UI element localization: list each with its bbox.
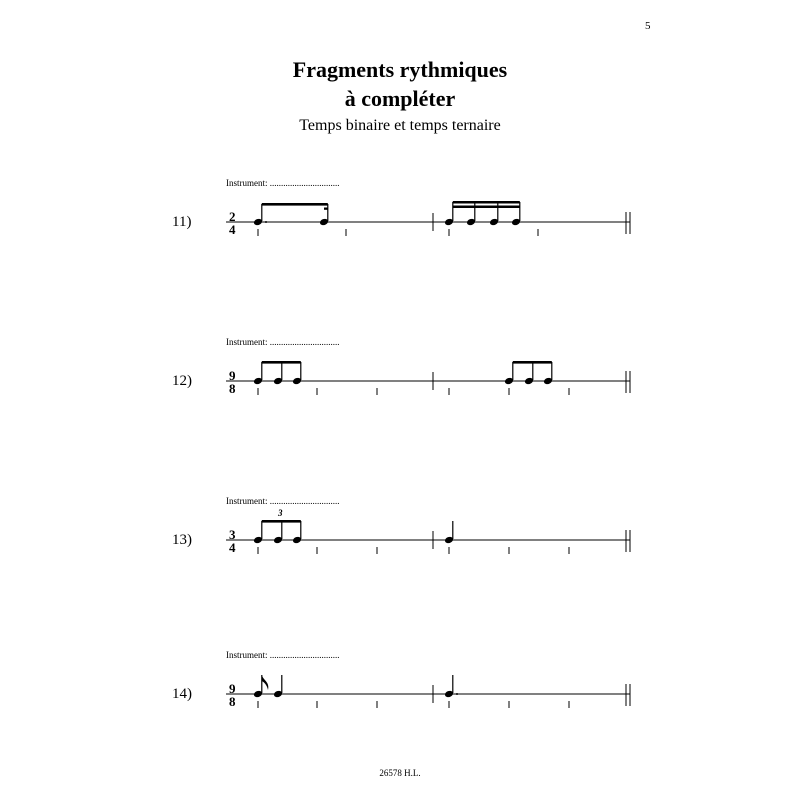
augmentation-dot (265, 221, 267, 223)
time-signature-bottom: 4 (229, 222, 236, 237)
page-title-line-1: Fragments rythmiques (292, 57, 508, 82)
tuplet-number: 3 (278, 508, 283, 518)
note-flag (262, 675, 269, 690)
instrument-label: Instrument: ............................... (226, 337, 340, 347)
exercise-number: 11) (172, 214, 192, 230)
time-signature-bottom: 4 (229, 540, 236, 555)
time-signature-top: 9 (229, 368, 236, 383)
time-signature-bottom: 8 (229, 694, 236, 709)
time-signature-bottom: 8 (229, 381, 236, 396)
beam (262, 361, 301, 364)
rhythm-staff (0, 496, 800, 616)
beam (453, 201, 520, 204)
rhythm-staff (0, 337, 800, 457)
rhythm-staff (0, 650, 800, 770)
footer-code: 26578 H.L. (379, 768, 421, 778)
exercise-14 (0, 650, 800, 770)
page-number: 5 (645, 20, 651, 32)
exercise-12 (0, 337, 800, 457)
exercise-number: 14) (172, 686, 192, 702)
time-signature-top: 9 (229, 681, 236, 696)
beam (262, 520, 301, 523)
instrument-label: Instrument: ............................... (226, 496, 340, 506)
exercise-13 (0, 496, 800, 616)
augmentation-dot (456, 693, 458, 695)
rhythm-staff (0, 178, 800, 298)
partial-beam (324, 208, 328, 210)
beam (453, 206, 520, 209)
time-signature-top: 2 (229, 209, 236, 224)
exercise-number: 12) (172, 373, 192, 389)
instrument-label: Instrument: ............................... (226, 650, 340, 660)
instrument-label: Instrument: ............................... (226, 178, 340, 188)
time-signature-top: 3 (229, 527, 236, 542)
page-title-line-2: à compléter (344, 86, 456, 111)
exercise-number: 13) (172, 532, 192, 548)
beam (513, 361, 552, 364)
page-subtitle: Temps binaire et temps ternaire (299, 117, 501, 134)
exercise-11 (0, 178, 800, 298)
beam (262, 203, 328, 206)
